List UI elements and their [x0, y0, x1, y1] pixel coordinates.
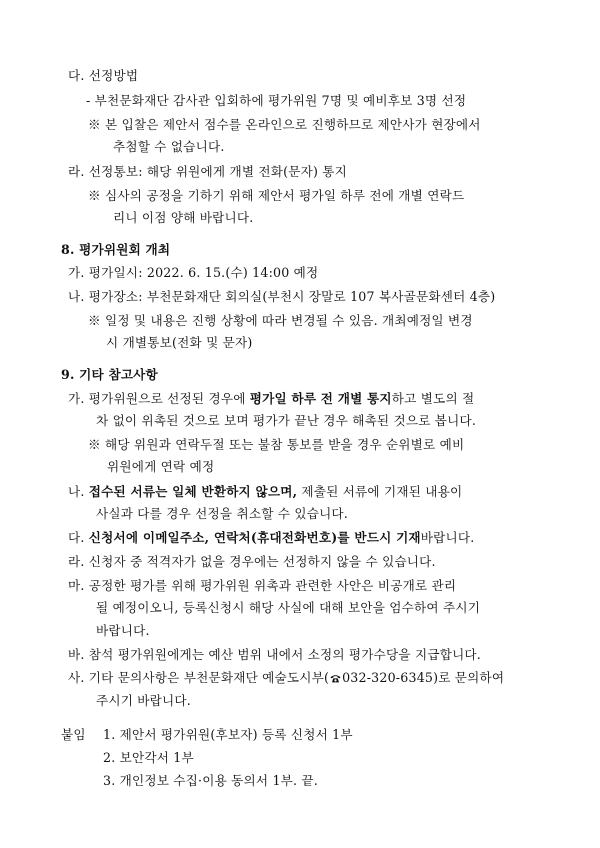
selection-method-title: 다. 선정방법 [68, 68, 139, 83]
notice-item-da [68, 530, 474, 546]
notice-item-da-prefix: 다. [68, 530, 89, 545]
evaluation-location: 나. 평가장소: 부천문화재단 회의실(부천시 장말로 107 복사골문화센터 4층) [68, 289, 496, 304]
notice-item-na-emphasis: 접수된 서류는 일체 반환하지 않으며, [88, 484, 298, 499]
notice-item-da-emphasis: 신청서에 이메일주소, 연락처(휴대전화번호)를 반드시 기재 [88, 530, 421, 545]
notice-item-ma-line2: 될 예정이오니, 등록신청시 해당 사실에 대해 보안을 엄수하여 주시기 [96, 600, 481, 615]
notice-item-ra: 라. 신청자 중 적격자가 없을 경우에는 선정하지 않을 수 있습니다. [68, 554, 436, 569]
section9-heading: 9. 기타 참고사항 [61, 367, 158, 382]
schedule-note-line1: ※ 일정 및 내용은 진행 상황에 따라 변경될 수 있음. 개최예정일 변경 [88, 313, 473, 328]
notice-item-sa-text: 사. 기타 문의사항은 부천문화재단 예술도시부( [68, 670, 330, 685]
notice-item-na-text: 제출된 서류에 기재된 내용이 [297, 484, 463, 499]
notice-note-line2: 리니 이점 양해 바랍니다. [113, 210, 254, 225]
attachment-item-3: 3. 개인정보 수집·이용 동의서 1부. 끝. [103, 773, 319, 788]
notice-item-sa-line1 [68, 670, 504, 686]
selection-method-line: - 부천문화재단 감사관 입회하에 평가위원 7명 및 예비후보 3명 선정 [86, 93, 467, 108]
notice-item-ga-line2: 차 없이 위촉된 것으로 보며 평가가 끝난 경우 해촉된 것으로 봅니다. [96, 413, 477, 428]
section8-heading: 8. 평가위원회 개최 [61, 242, 171, 257]
notice-item-ga-line1 [68, 391, 474, 407]
selection-note-line2: 추첨할 수 없습니다. [113, 139, 225, 154]
notice-item-ma-line3: 바랍니다. [96, 623, 150, 638]
selection-note-line1: ※ 본 입찰은 제안서 점수를 온라인으로 진행하므로 제안사가 현장에서 [88, 117, 481, 132]
attachments-label: 붙임 [61, 727, 86, 742]
notice-item-ga-emphasis: 평가일 하루 전 개별 통지 [249, 391, 392, 406]
notice-item-ma-line1: 마. 공정한 평가를 위해 평가위원 위촉과 관련한 사안은 비공개로 관리 [68, 578, 457, 593]
contact-note-line1: ※ 해당 위원과 연락두절 또는 불참 통보를 받을 경우 순위별로 예비 [88, 437, 465, 452]
notice-item-na-line2: 사실과 다를 경우 선정을 취소할 수 있습니다. [96, 506, 349, 521]
evaluation-datetime: 가. 평가일시: 2022. 6. 15.(수) 14:00 예정 [68, 265, 319, 280]
selection-notice-title: 라. 선정통보: 해당 위원에게 개별 전화(문자) 통지 [68, 164, 348, 179]
telephone-icon [330, 674, 341, 683]
notice-item-na-prefix: 나. [68, 484, 89, 499]
schedule-note-line2: 시 개별통보(전화 및 문자) [106, 335, 253, 350]
notice-item-sa-line2: 주시기 바랍니다. [96, 693, 191, 708]
notice-item-ba: 바. 참석 평가위원에게는 예산 범위 내에서 소정의 평가수당을 지급합니다. [68, 647, 481, 662]
notice-note-line1: ※ 심사의 공정을 기하기 위해 제안서 평가일 하루 전에 개별 연락드 [88, 188, 465, 203]
notice-item-na-line1 [68, 484, 462, 500]
notice-item-ga-text-c: 하고 별도의 절 [391, 391, 475, 406]
attachment-item-1: 1. 제안서 평가위원(후보자) 등록 신청서 1부 [103, 727, 353, 742]
attachment-item-2: 2. 보안각서 1부 [103, 750, 194, 765]
notice-item-sa-phone: 032-320-6345)로 문의하여 [342, 670, 505, 685]
notice-item-ga-text-a: 가. 평가위원으로 선정된 경우에 [68, 391, 250, 406]
notice-item-da-suffix: 바랍니다. [420, 530, 475, 545]
contact-note-line2: 위원에게 연락 예정 [107, 459, 215, 474]
